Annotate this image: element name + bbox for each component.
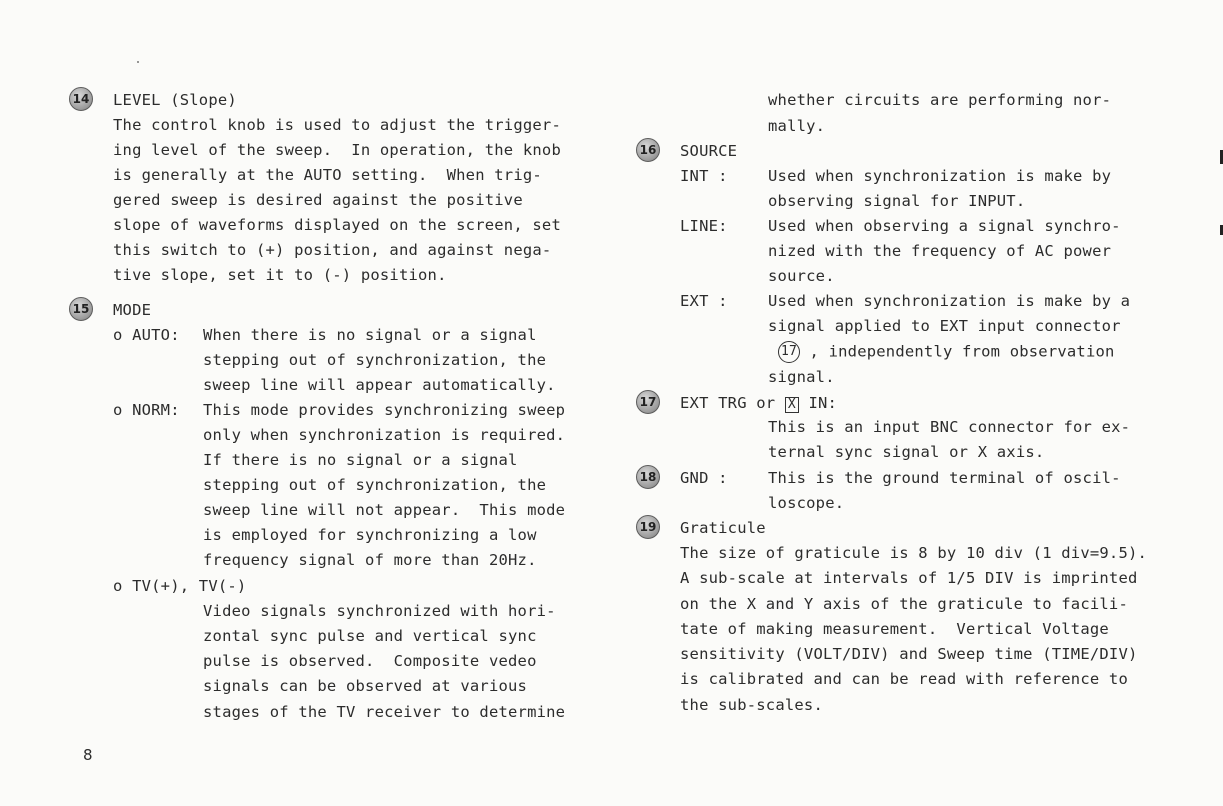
source-line-label: LINE: [680, 217, 728, 235]
level-text-line: ing level of the sweep. In operation, the knob [113, 141, 561, 159]
section-heading-source: SOURCE [680, 142, 738, 160]
section-number-badge-19: 19 [636, 515, 660, 539]
level-text-line: is generally at the AUTO setting. When trig- [113, 166, 542, 184]
graticule-text-line: on the X and Y axis of the graticule to facili- [680, 595, 1128, 613]
graticule-text-line: the sub-scales. [680, 696, 823, 714]
source-ext-ref-line [778, 341, 1115, 363]
ext-trg-text-line: ternal sync signal or X axis. [768, 443, 1045, 461]
mode-norm-text-line: This mode provides synchronizing sweep [203, 401, 566, 419]
paper-speck [137, 61, 139, 63]
graticule-text-line: sensitivity (VOLT/DIV) and Sweep time (TIME/DIV) [680, 645, 1138, 663]
level-text-line: The control knob is used to adjust the trigger- [113, 116, 561, 134]
section-heading-level: LEVEL (Slope) [113, 91, 237, 109]
connector-ref-17: 17 [778, 341, 800, 363]
source-int-label: INT : [680, 167, 728, 185]
gnd-text-line: loscope. [768, 494, 845, 512]
mode-auto-text-line: sweep line will appear automatically. [203, 376, 556, 394]
graticule-text-line: tate of making measurement. Vertical Voltage [680, 620, 1109, 638]
page-number: 8 [83, 746, 93, 764]
mode-tv-text-line: pulse is observed. Composite vedeo [203, 652, 537, 670]
mode-tv-text-line: stages of the TV receiver to determine [203, 703, 566, 721]
graticule-text-line: The size of graticule is 8 by 10 div (1 div=9.5). [680, 544, 1148, 562]
level-text-line: slope of waveforms displayed on the screen, set [113, 216, 561, 234]
section-number-badge-18: 18 [636, 465, 660, 489]
mode-norm-text-line: is employed for synchronizing a low [203, 526, 537, 544]
source-line-text-line: nized with the frequency of AC power [768, 242, 1112, 260]
mode-norm-label: o NORM: [113, 401, 180, 419]
ext-trg-heading-pre: EXT TRG or [680, 394, 776, 412]
level-text-line: gered sweep is desired against the positive [113, 191, 523, 209]
gnd-label: GND : [680, 469, 728, 487]
mode-tv-text-line: signals can be observed at various [203, 677, 528, 695]
mode-tv-text-line: Video signals synchronized with hori- [203, 602, 556, 620]
section-heading-ext-trg [680, 393, 837, 413]
level-text-line: this switch to (+) position, and against nega- [113, 241, 552, 259]
mode-norm-text-line: frequency signal of more than 20Hz. [203, 551, 537, 569]
x-box-symbol: X [785, 397, 799, 413]
section-number-badge-14: 14 [69, 87, 93, 111]
continued-text-line: mally. [768, 117, 826, 135]
mode-tv-text-line: zontal sync pulse and vertical sync [203, 627, 537, 645]
source-line-text-line: source. [768, 267, 835, 285]
section-heading-mode: MODE [113, 301, 152, 319]
graticule-text-line: is calibrated and can be read with reference to [680, 670, 1128, 688]
source-line-text-line: Used when observing a signal synchro- [768, 217, 1121, 235]
mode-norm-text-line: stepping out of synchronization, the [203, 476, 547, 494]
graticule-text-line: A sub-scale at intervals of 1/5 DIV is imprinted [680, 569, 1138, 587]
level-text-line: tive slope, set it to (-) position. [113, 266, 447, 284]
section-heading-graticule: Graticule [680, 519, 766, 537]
source-ext-text-line: signal. [768, 368, 835, 386]
section-number-badge-15: 15 [69, 297, 93, 321]
gnd-text-line: This is the ground terminal of oscil- [768, 469, 1121, 487]
source-int-text-line: observing signal for INPUT. [768, 192, 1026, 210]
mode-norm-text-line: only when synchronization is required. [203, 426, 566, 444]
section-number-badge-17: 17 [636, 390, 660, 414]
mode-norm-text-line: If there is no signal or a signal [203, 451, 518, 469]
source-ext-label: EXT : [680, 292, 728, 310]
source-int-text-line: Used when synchronization is make by [768, 167, 1112, 185]
source-ext-text-line: Used when synchronization is make by a [768, 292, 1131, 310]
mode-auto-label: o AUTO: [113, 326, 180, 344]
mode-tv-label: o TV(+), TV(-) [113, 577, 247, 595]
source-ext-ref-text: , independently from observation [809, 342, 1115, 361]
section-number-badge-16: 16 [636, 138, 660, 162]
mode-norm-text-line: sweep line will not appear. This mode [203, 501, 566, 519]
ext-trg-heading-post: IN: [808, 394, 838, 412]
source-ext-text-line: signal applied to EXT input connector [768, 317, 1121, 335]
continued-text-line: whether circuits are performing nor- [768, 91, 1112, 109]
ext-trg-text-line: This is an input BNC connector for ex- [768, 418, 1131, 436]
mode-auto-text-line: When there is no signal or a signal [203, 326, 537, 344]
mode-auto-text-line: stepping out of synchronization, the [203, 351, 547, 369]
